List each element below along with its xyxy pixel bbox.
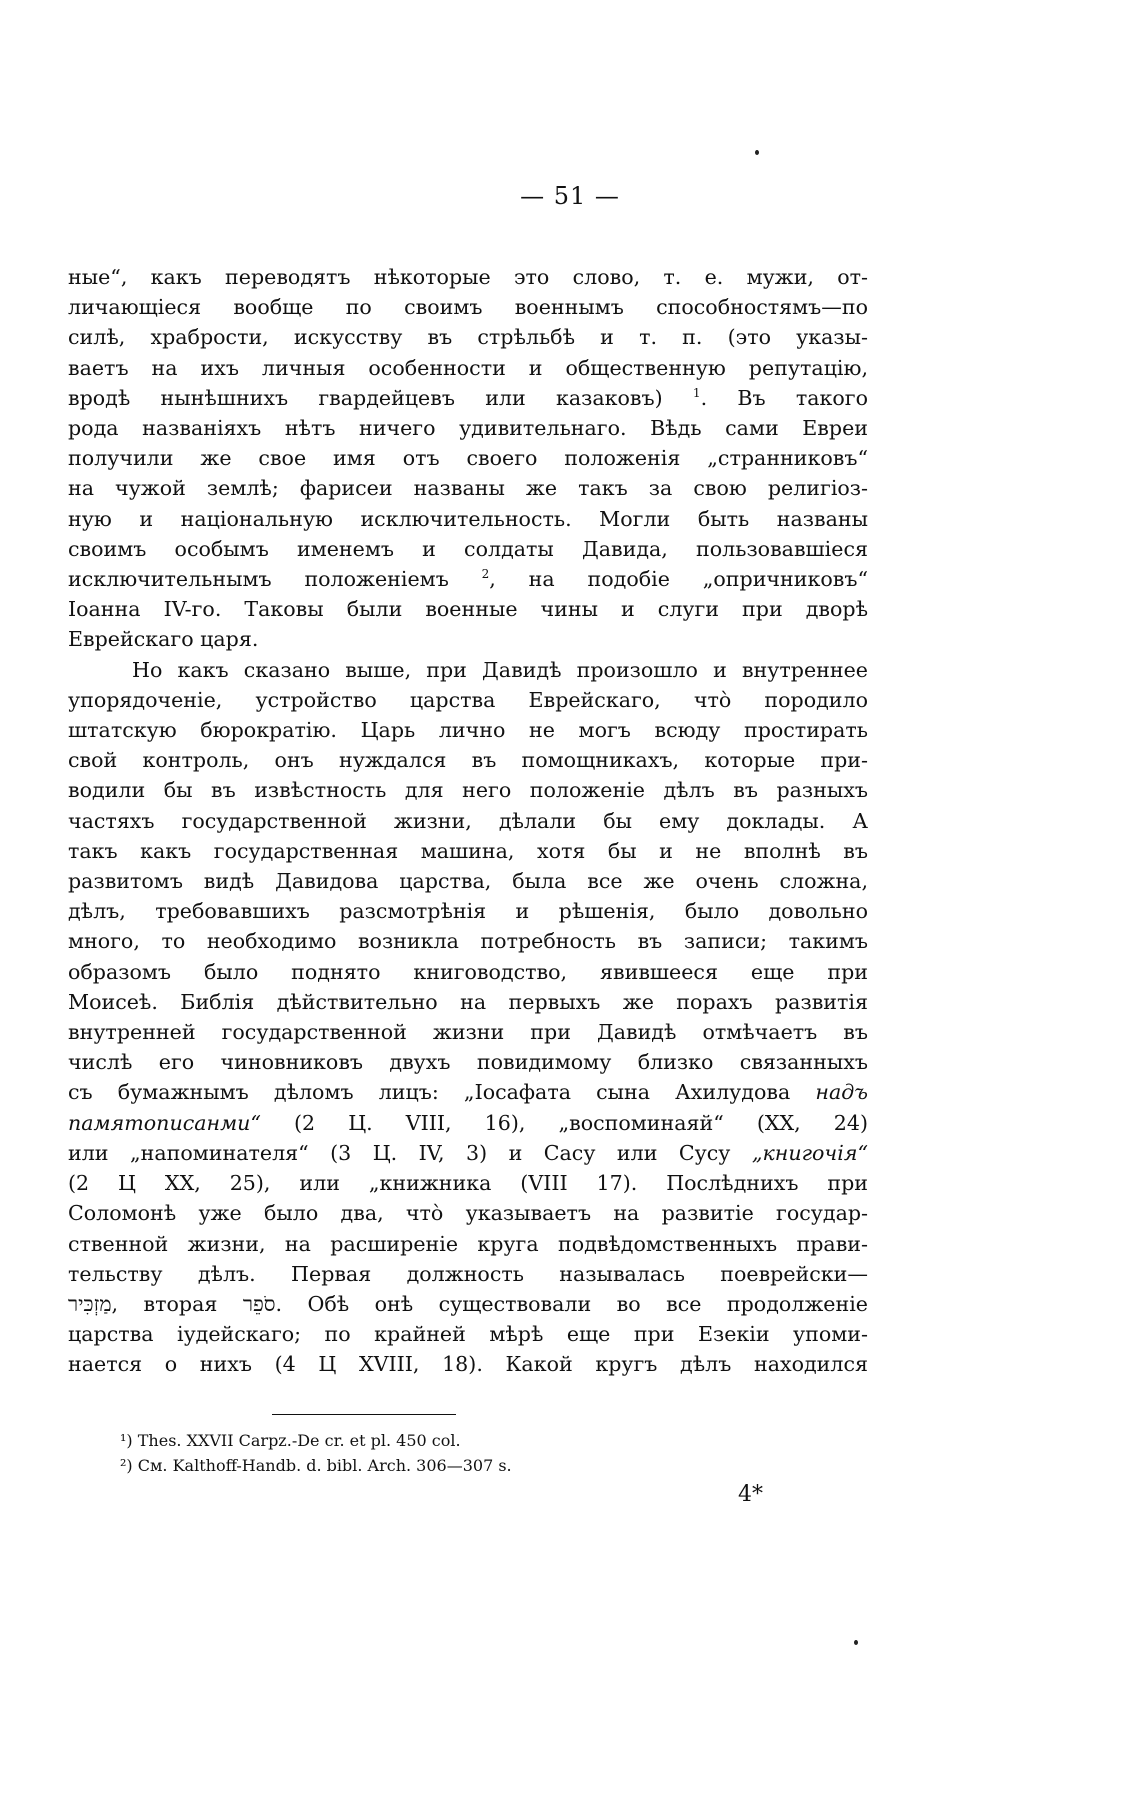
text-line: рода названіяхъ нѣтъ ничего удивительнаго. Вѣдь сами Евреи [68,416,868,441]
page-number: — 51 — [520,182,620,210]
text-line: водили бы въ извѣстность для него положеніе дѣлъ въ разныхъ [68,778,868,803]
hebrew-word: מַזְכִּיר [68,1291,112,1316]
text-line: памятописанми“ (2 Ц. VIII, 16), „воспоминаяй“ (XX, 24) [68,1110,868,1135]
italic-text: „книгочія“ [751,1140,868,1165]
text-line: Моисеѣ. Библія дѣйствительно на первыхъ же порахъ развитія [68,989,868,1014]
text-line: исключительнымъ положеніемъ $^2$, на подобіе „опричниковъ“ [68,567,868,592]
text-line: (2 Ц XX, 25), или „книжника (VIII 17). Послѣднихъ при [68,1171,868,1196]
hebrew-word: סֹפֵר [242,1291,276,1316]
text-line: нается о нихъ (4 Ц XVIII, 18). Какой кругъ дѣлъ находился [68,1352,868,1377]
text-line: ные“, какъ переводятъ нѣкоторые это слово, т. е. мужи, от- [68,265,868,289]
main-text [68,262,868,1380]
text-line: Но какъ сказано выше, при Давидѣ произошло и внутреннее [132,657,868,682]
text-line: царства іудейскаго; по крайней мѣрѣ еще при Езекіи упоми- [68,1322,868,1347]
italic-text: надъ [815,1080,868,1105]
footnote-divider [272,1414,456,1415]
footnote: ²) См. Kalthoff-Handb. d. bibl. Arch. 306—307 s. [120,1456,512,1475]
text-line: частяхъ государственной жизни, дѣлали бы ему доклады. А [68,808,868,833]
text-line: такъ какъ государственная машина, хотя бы и не вполнѣ въ [68,838,868,863]
footnotes [120,1428,820,1478]
text-line: Іоанна IV-го. Таковы были военные чины и слуги при дворѣ [68,597,868,622]
text-line: ственной жизни, на расширеніе круга подвѣдомственныхъ прави- [68,1231,868,1256]
text-line: на чужой землѣ; фарисеи названы же такъ за свою религіоз- [68,476,868,501]
italic-text: памятописанми“ [68,1110,261,1135]
text-line: дѣлъ, требовавшихъ разсмотрѣнія и рѣшенія, было довольно [68,899,868,924]
text-line: ваетъ на ихъ личныя особенности и общественную репутацію, [68,355,868,380]
text-line: Соломонѣ уже было два, что̀ указываетъ на развитіе государ- [68,1201,868,1226]
text-line: съ бумажнымъ дѣломъ лицъ: „Іосафата сына Ахилудова надъ [68,1080,868,1105]
text-line: развитомъ видѣ Давидова царства, была все же очень сложна, [68,869,868,894]
text-line: много, то необходимо возникла потребность въ записи; такимъ [68,929,868,954]
print-speck [755,150,759,155]
footnote-ref: 1 [692,385,701,400]
footnote: ¹) Thes. XXVII Carpz.-De cr. et pl. 450 col. [120,1431,461,1450]
text-line: מַזְכִּיר, вторая סֹפֵר. Обѣ онѣ существовали во все продолженіе [68,1291,868,1316]
text-line: Еврейскаго царя. [68,627,259,652]
text-line: получили же свое имя отъ своего положенія „странниковъ“ [68,446,868,471]
text-line: вродѣ нынѣшнихъ гвардейцевъ или казаковъ) $^1$. Въ такого [68,385,868,410]
text-line: личающіеся вообще по своимъ военнымъ способностямъ—по [68,295,868,320]
text-line: ную и національную исключительность. Могли быть названы [68,506,868,531]
signature-mark: 4* [738,1482,763,1507]
text-line: штатскую бюрократію. Царь лично не могъ всюду простирать [68,718,868,743]
footnote-ref: 2 [481,567,490,582]
text-line: упорядоченіе, устройство царства Еврейскаго, что̀ породило [68,687,868,712]
text-line: внутренней государственной жизни при Давидѣ отмѣчаетъ въ [68,1020,868,1045]
text-line: свой контроль, онъ нуждался въ помощникахъ, которые при- [68,748,868,773]
text-line: силѣ, храбрости, искусству въ стрѣльбѣ и т. п. (это указы- [68,325,868,350]
print-speck [854,1640,858,1645]
text-line: или „напоминателя“ (3 Ц. IV, 3) и Сасу или Сусу „книгочія“ [68,1140,868,1165]
text-line: образомъ было поднято книговодство, явившееся еще при [68,959,868,984]
text-line: числѣ его чиновниковъ двухъ повидимому близко связанныхъ [68,1050,868,1075]
text-line: тельству дѣлъ. Первая должность называлась поеврейски— [68,1261,868,1286]
text-line: своимъ особымъ именемъ и солдаты Давида, пользовавшіеся [68,536,868,561]
